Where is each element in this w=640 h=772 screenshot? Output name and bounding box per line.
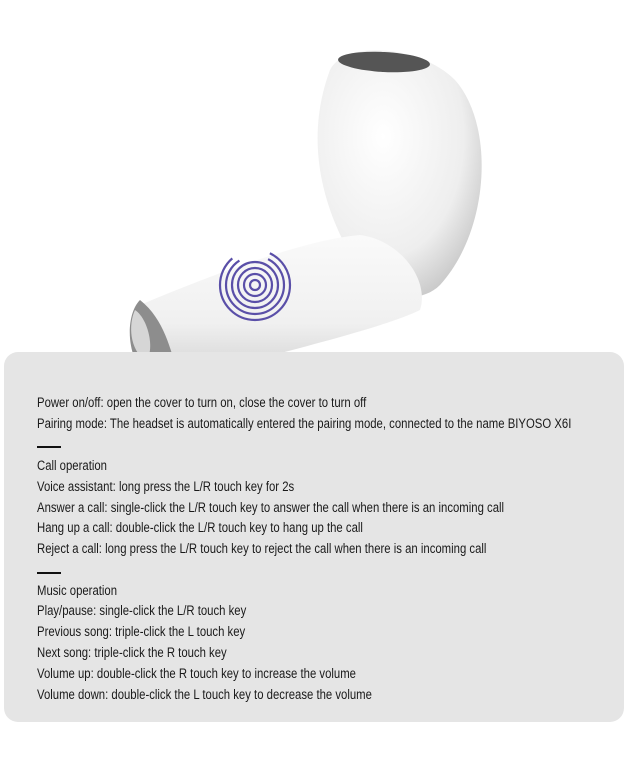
power-instruction: Power on/off: open the cover to turn on, close the cover to turn off — [37, 395, 367, 410]
music-item: Previous song: triple-click the L touch key — [37, 624, 246, 639]
music-item: Volume down: double-click the L touch key to decrease the volume — [37, 687, 372, 702]
call-item: Reject a call: long press the L/R touch key to reject the call when there is an incoming call — [37, 541, 487, 556]
divider — [37, 572, 61, 574]
music-item: Volume up: double-click the R touch key to increase the volume — [37, 666, 356, 681]
music-heading: Music operation — [37, 583, 118, 598]
call-item: Hang up a call: double-click the L/R touch key to hang up the call — [37, 520, 363, 535]
music-item: Play/pause: single-click the L/R touch key — [37, 603, 247, 618]
call-item: Voice assistant: long press the L/R touch key for 2s — [37, 479, 295, 494]
call-item: Answer a call: single-click the L/R touch key to answer the call when there is an incoming call — [37, 500, 505, 515]
pairing-instruction: Pairing mode: The headset is automatically entered the pairing mode, connected to the name BIYOSO X6I — [37, 416, 572, 431]
call-heading: Call operation — [37, 458, 107, 473]
music-item: Next song: triple-click the R touch key — [37, 645, 227, 660]
divider — [37, 446, 61, 448]
